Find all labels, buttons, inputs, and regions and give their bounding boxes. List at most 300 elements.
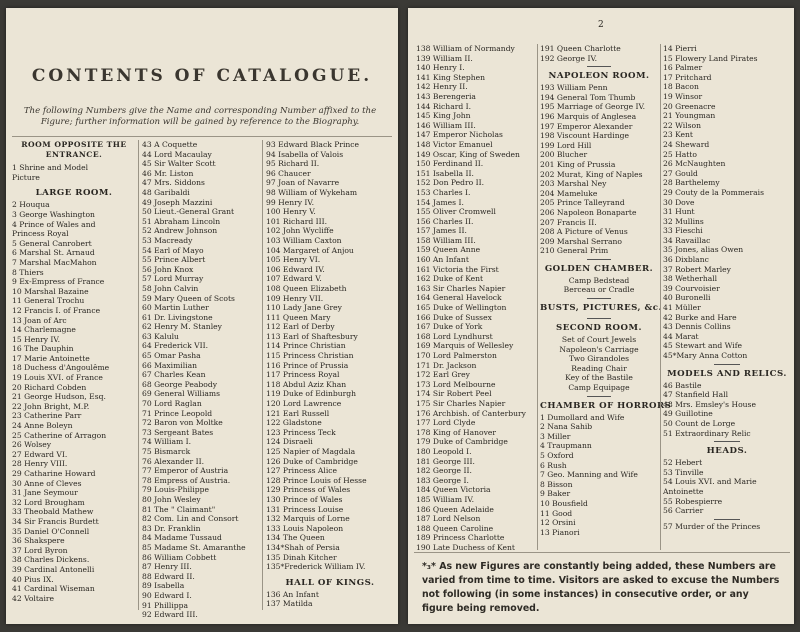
catalogue-entry: 147 Emperor Nicholas bbox=[416, 130, 503, 140]
catalogue-entry: 182 George II. bbox=[416, 466, 472, 476]
catalogue-entry: 18 Bacon bbox=[663, 82, 699, 92]
catalogue-entry: 177 Lord Clyde bbox=[416, 418, 476, 428]
catalogue-entry: 38 Wetherhall bbox=[663, 274, 718, 284]
catalogue-entry: 75 Bismarck bbox=[142, 447, 191, 456]
catalogue-entry: 161 Victoria the First bbox=[416, 264, 499, 274]
catalogue-entry: 6 Marshal St. Arnaud bbox=[12, 248, 95, 258]
catalogue-entry: 14 Charlemagne bbox=[12, 325, 76, 335]
catalogue-entry: 114 Prince Christian bbox=[266, 341, 346, 351]
catalogue-entry: 31 Hunt bbox=[663, 207, 695, 217]
catalogue-entry: 135 Dinah Kitcher bbox=[266, 552, 337, 562]
catalogue-entry: 13 Joan of Arc bbox=[12, 315, 67, 325]
catalogue-entry: 56 Carrier bbox=[663, 506, 704, 516]
catalogue-entry: 112 Earl of Derby bbox=[266, 322, 335, 332]
catalogue-entry: 43 Dennis Collins bbox=[663, 322, 731, 332]
catalogue-entry: 41 Müller bbox=[663, 303, 701, 313]
section-rule bbox=[540, 393, 658, 399]
catalogue-entry: 73 Sergeant Bates bbox=[142, 427, 214, 437]
catalogue-entry: 166 Duke of Sussex bbox=[416, 312, 492, 322]
catalogue-entry: 168 Lord Lyndhurst bbox=[416, 331, 493, 341]
catalogue-entry: 19 Louis XVI. of France bbox=[12, 373, 103, 383]
catalogue-entry: 209 Marshal Serrano bbox=[540, 236, 622, 246]
catalogue-entry: 25 Hatto bbox=[663, 149, 697, 159]
catalogue-entry: 201 King of Prussia bbox=[540, 159, 616, 169]
catalogue-entry: 4 Prince of Wales and bbox=[12, 219, 96, 229]
catalogue-entry: 26 Wolsey bbox=[12, 440, 52, 450]
catalogue-entry: 47 Stanfield Hall bbox=[663, 390, 729, 400]
catalogue-entry: 198 Viscount Hardinge bbox=[540, 131, 629, 141]
catalogue-entry: 138 William of Normandy bbox=[416, 44, 515, 53]
catalogue-entry: 21 George Hudson, Esq. bbox=[12, 392, 106, 402]
catalogue-entry: 119 Duke of Edinburgh bbox=[266, 389, 357, 399]
catalogue-entry: 102 John Wycliffe bbox=[266, 226, 334, 236]
page-title: CONTENTS OF CATALOGUE. bbox=[31, 66, 373, 86]
catalogue-entry: 11 Good bbox=[540, 508, 573, 518]
catalogue-entry: 59 Mary Queen of Scots bbox=[142, 293, 235, 303]
catalogue-entry: 95 Richard II. bbox=[266, 159, 320, 169]
catalogue-entry: 193 William Penn bbox=[540, 83, 608, 93]
section-heading: CHAMBER OF HORRORS bbox=[540, 400, 672, 411]
catalogue-entry: 14 Pierri bbox=[663, 44, 697, 53]
catalogue-entry: 63 Kalulu bbox=[142, 331, 179, 341]
catalogue-entry: 56 John Knox bbox=[142, 264, 194, 274]
catalogue-entry: 76 Alexander II. bbox=[142, 456, 204, 466]
catalogue-entry: 82 Com. Lin and Consort bbox=[142, 514, 239, 524]
catalogue-entry: 117 Princess Royal bbox=[266, 370, 340, 380]
catalogue-entry: 191 Queen Charlotte bbox=[540, 44, 621, 53]
catalogue-entry: 139 William II. bbox=[416, 53, 473, 63]
catalogue-entry: 7 Marshal MacMahon bbox=[12, 257, 97, 267]
right-page bbox=[408, 8, 794, 624]
catalogue-entry: 22 John Bright, M.P. bbox=[12, 401, 90, 411]
catalogue-entry: Reading Chair bbox=[571, 363, 627, 373]
catalogue-entry: 48 Mrs. Emsley's House bbox=[663, 399, 756, 409]
section-rule bbox=[540, 315, 658, 321]
catalogue-entry: 204 Mameluke bbox=[540, 188, 598, 198]
catalogue-entry: Berceau or Cradle bbox=[563, 285, 635, 295]
catalogue-entry: 35 Daniel O'Connell bbox=[12, 526, 90, 536]
catalogue-entry: 20 Richard Cobden bbox=[12, 382, 87, 392]
catalogue-entry: 121 Earl Russell bbox=[266, 408, 330, 418]
catalogue-entry: 101 Richard III. bbox=[266, 216, 328, 226]
catalogue-entry: 51 Abraham Lincoln bbox=[142, 216, 221, 226]
catalogue-entry: 146 William III. bbox=[416, 120, 476, 130]
catalogue-entry: 184 Queen Victoria bbox=[416, 485, 491, 495]
catalogue-entry: 35 Jones, alias Owen bbox=[663, 245, 744, 255]
catalogue-entry: 53 Tinville bbox=[663, 467, 704, 477]
catalogue-entry: 19 Winsor bbox=[663, 91, 703, 101]
right-column-1 bbox=[416, 44, 536, 552]
catalogue-entry: 6 Rush bbox=[540, 460, 567, 470]
catalogue-entry: 86 William Cobbett bbox=[142, 552, 217, 562]
catalogue-entry: 108 Queen Elizabeth bbox=[266, 283, 347, 293]
catalogue-entry: 15 Flowery Land Pirates bbox=[663, 53, 758, 63]
catalogue-entry: 124 Disraeli bbox=[266, 437, 313, 447]
section-rule bbox=[663, 361, 791, 367]
catalogue-entry: 44 Marat bbox=[663, 331, 699, 341]
catalogue-entry: 46 Mr. Liston bbox=[142, 168, 194, 178]
catalogue-entry: 2 Nana Sahib bbox=[540, 422, 593, 432]
catalogue-entry: 66 Maximilian bbox=[142, 360, 197, 370]
catalogue-entry: 94 Isabella of Valois bbox=[266, 149, 344, 159]
catalogue-entry: 151 Isabella II. bbox=[416, 168, 474, 178]
catalogue-entry: 195 Marriage of George IV. bbox=[540, 102, 646, 112]
catalogue-entry: 208 A Picture of Venus bbox=[540, 227, 628, 237]
catalogue-entry: 120 Lord Lawrence bbox=[266, 399, 342, 409]
catalogue-entry: 93 Edward Black Prince bbox=[266, 140, 360, 149]
catalogue-entry: Napoleon's Carriage bbox=[559, 344, 639, 354]
catalogue-entry: 77 Emperor of Austria bbox=[142, 466, 229, 476]
catalogue-entry: 26 McNaughten bbox=[663, 159, 726, 169]
section-heading: BUSTS, PICTURES, &c. bbox=[540, 303, 663, 314]
catalogue-entry: 34 Sir Francis Burdett bbox=[12, 516, 99, 526]
catalogue-entry: 134 The Queen bbox=[266, 533, 325, 543]
catalogue-entry: 72 Baron von Moltke bbox=[142, 418, 223, 428]
catalogue-entry: 44 Lord Macaulay bbox=[142, 149, 212, 159]
catalogue-entry: 135*Frederick William IV. bbox=[266, 562, 366, 572]
catalogue-entry: 8 Bisson bbox=[540, 479, 573, 489]
catalogue-entry: 34 Ravaillac bbox=[663, 235, 711, 245]
catalogue-entry: 28 Henry VIII. bbox=[12, 459, 68, 469]
catalogue-entry: 129 Princess of Wales bbox=[266, 485, 351, 495]
column-divider bbox=[262, 140, 263, 610]
catalogue-entry: 160 An Infant bbox=[416, 255, 469, 265]
catalogue-entry: 157 James II. bbox=[416, 226, 467, 236]
catalogue-entry: 47 Mrs. Siddons bbox=[142, 178, 205, 188]
catalogue-entry: Set of Court Jewels bbox=[561, 335, 637, 345]
catalogue-entry: 43 A Coquette bbox=[142, 140, 198, 149]
catalogue-entry: 45*Mary Anna Cotton bbox=[663, 351, 748, 360]
section-heading: MODELS AND RELICS. bbox=[667, 368, 787, 379]
catalogue-entry: 87 Henry III. bbox=[142, 562, 192, 572]
catalogue-entry: 9 Ex-Empress of France bbox=[12, 277, 105, 287]
catalogue-entry: 79 Louis-Philippe bbox=[142, 485, 209, 495]
catalogue-entry: 105 Henry VI. bbox=[266, 255, 321, 265]
catalogue-intro: The following Numbers give the Name and corresponding Number affixed to the Figure; further information will be gained by reference to the Biography. bbox=[23, 106, 377, 127]
catalogue-entry: 1 Dumollard and Wife bbox=[540, 412, 625, 422]
catalogue-entry: 203 Marshal Ney bbox=[540, 179, 607, 189]
catalogue-entry: 32 Lord Brougham bbox=[12, 497, 85, 507]
catalogue-entry: 36 Dixblanc bbox=[663, 255, 709, 265]
catalogue-entry: 187 Lord Nelson bbox=[416, 514, 481, 524]
catalogue-entry: 31 Jane Seymour bbox=[12, 488, 78, 498]
catalogue-entry: 1 Shrine and Model bbox=[12, 163, 89, 173]
catalogue-entry: 55 Prince Albert bbox=[142, 255, 206, 265]
intro-rule bbox=[12, 136, 392, 137]
catalogue-entry: 197 Emperor Alexander bbox=[540, 121, 633, 131]
catalogue-entry: 41 Cardinal Wiseman bbox=[12, 584, 95, 594]
catalogue-entry: 37 Robert Marley bbox=[663, 264, 731, 274]
catalogue-entry: 10 Marshal Bazaine bbox=[12, 286, 89, 296]
catalogue-entry: 81 The " Claimant" bbox=[142, 504, 216, 514]
section-heading: SECOND ROOM. bbox=[556, 323, 642, 334]
section-rule bbox=[540, 63, 658, 69]
catalogue-entry: 153 Charles I. bbox=[416, 187, 471, 197]
catalogue-entry: 169 Marquis of Wellesley bbox=[416, 341, 514, 351]
catalogue-entry: 180 Leopold I. bbox=[416, 446, 472, 456]
catalogue-entry: 188 Queen Caroline bbox=[416, 523, 494, 533]
catalogue-entry: 83 Dr. Franklin bbox=[142, 523, 201, 533]
catalogue-entry: 130 Prince of Wales bbox=[266, 494, 343, 504]
catalogue-entry: 42 Voltaire bbox=[12, 593, 54, 603]
catalogue-entry: 50 Lieut.-General Grant bbox=[142, 207, 235, 217]
catalogue-entry: 33 Theobald Mathew bbox=[12, 507, 94, 517]
catalogue-entry: 12 Francis I. of France bbox=[12, 305, 101, 315]
catalogue-entry: 176 Archbish. of Canterbury bbox=[416, 408, 526, 418]
catalogue-entry: 52 Hebert bbox=[663, 458, 703, 468]
catalogue-entry: 30 Dove bbox=[663, 197, 695, 207]
catalogue-entry: 200 Blucher bbox=[540, 150, 588, 160]
catalogue-entry: 27 Gould bbox=[663, 168, 698, 178]
catalogue-entry: 32 Mullins bbox=[663, 216, 704, 226]
catalogue-entry: 80 John Wesley bbox=[142, 494, 201, 504]
catalogue-entry: 8 Thiers bbox=[12, 267, 44, 277]
catalogue-entry: 39 Cardinal Antonelli bbox=[12, 564, 95, 574]
section-rule bbox=[540, 295, 658, 301]
catalogue-entry: 143 Berengeria bbox=[416, 91, 476, 101]
catalogue-entry: 159 Queen Anne bbox=[416, 245, 481, 255]
section-heading: ROOM OPPOSITE THE bbox=[21, 140, 127, 149]
catalogue-entry: 28 Barthelemy bbox=[663, 178, 720, 188]
catalogue-entry: 13 Pianori bbox=[540, 527, 580, 537]
catalogue-entry: 113 Earl of Shaftesbury bbox=[266, 331, 358, 341]
catalogue-entry: 186 Queen Adelaide bbox=[416, 504, 494, 514]
catalogue-entry: 2 Houqua bbox=[12, 200, 50, 210]
catalogue-entry: 62 Henry M. Stanley bbox=[142, 322, 222, 332]
catalogue-entry: Antoinette bbox=[663, 486, 704, 496]
catalogue-entry: 148 Victor Emanuel bbox=[416, 139, 493, 149]
catalogue-entry: 131 Princess Louise bbox=[266, 504, 344, 514]
catalogue-entry: 5 Oxford bbox=[540, 451, 574, 460]
catalogue-entry: 54 Earl of Mayo bbox=[142, 245, 204, 255]
catalogue-note bbox=[422, 560, 782, 616]
left-column-2 bbox=[142, 140, 260, 620]
catalogue-entry: 17 Marie Antoinette bbox=[12, 353, 90, 363]
catalogue-entry: 109 Henry VII. bbox=[266, 293, 324, 303]
catalogue-entry: 152 Don Pedro II. bbox=[416, 178, 485, 188]
catalogue-entry: Key of the Bastile bbox=[565, 373, 633, 383]
catalogue-entry: 12 Orsini bbox=[540, 518, 576, 528]
catalogue-entry: 190 Late Duchess of Kent bbox=[416, 542, 515, 552]
catalogue-entry: 18 Duchess d'Angoulême bbox=[12, 363, 110, 373]
catalogue-entry: 106 Edward IV. bbox=[266, 264, 325, 274]
catalogue-entry: 49 Guillotine bbox=[663, 409, 713, 419]
catalogue-entry: 58 John Calvin bbox=[142, 283, 199, 293]
catalogue-entry: 84 Madame Tussaud bbox=[142, 533, 222, 543]
catalogue-entry: 178 King of Hanover bbox=[416, 427, 496, 437]
left-column-3 bbox=[266, 140, 394, 609]
catalogue-entry: 99 Henry IV. bbox=[266, 197, 314, 207]
catalogue-entry: 24 Anne Boleyn bbox=[12, 421, 73, 431]
catalogue-entry: 142 Henry II. bbox=[416, 82, 468, 92]
left-column-1 bbox=[12, 140, 136, 603]
catalogue-entry: 194 General Tom Thumb bbox=[540, 92, 636, 102]
catalogue-entry: 132 Marquis of Lorne bbox=[266, 514, 350, 524]
catalogue-entry: 181 George III. bbox=[416, 456, 475, 466]
catalogue-entry: 134*Shah of Persia bbox=[266, 542, 340, 552]
catalogue-entry: 167 Duke of York bbox=[416, 322, 483, 332]
catalogue-entry: Princess Royal bbox=[12, 229, 69, 239]
catalogue-entry: 125 Napier of Magdala bbox=[266, 447, 356, 456]
catalogue-entry: 179 Duke of Cambridge bbox=[416, 437, 508, 447]
catalogue-entry: 89 Isabella bbox=[142, 581, 185, 591]
catalogue-entry: 175 Sir Charles Napier bbox=[416, 398, 506, 408]
catalogue-entry: 96 Chaucer bbox=[266, 168, 311, 178]
catalogue-entry: 92 Edward III. bbox=[142, 610, 198, 620]
catalogue-entry: 37 Lord Byron bbox=[12, 545, 68, 555]
catalogue-entry: 45 Stewart and Wife bbox=[663, 341, 743, 351]
left-page bbox=[6, 8, 398, 624]
section-heading: NAPOLEON ROOM. bbox=[548, 71, 650, 82]
catalogue-entry: 30 Anne of Cleves bbox=[12, 478, 82, 488]
catalogue-entry: 158 William III. bbox=[416, 235, 476, 245]
section-rule bbox=[663, 516, 791, 522]
catalogue-entry: 196 Marquis of Anglesea bbox=[540, 111, 637, 121]
catalogue-entry: 55 Robespierre bbox=[663, 496, 723, 506]
catalogue-entry: 183 George I. bbox=[416, 475, 469, 485]
catalogue-entry: 33 Fieschi bbox=[663, 226, 703, 236]
catalogue-entry: 172 Earl Grey bbox=[416, 370, 470, 380]
section-rule bbox=[663, 438, 791, 444]
catalogue-entry: Camp Equipage bbox=[568, 383, 630, 393]
catalogue-entry: 22 Wilson bbox=[663, 120, 701, 130]
catalogue-entry: 150 Ferdinand II. bbox=[416, 159, 484, 169]
catalogue-entry: 116 Prince of Prussia bbox=[266, 360, 349, 370]
catalogue-entry: 127 Princess Alice bbox=[266, 466, 338, 476]
catalogue-entry: 98 William of Wykeham bbox=[266, 187, 358, 197]
catalogue-entry: 29 Couty de la Pommerais bbox=[663, 187, 764, 197]
section-heading: ENTRANCE. bbox=[45, 149, 103, 159]
catalogue-entry: 27 Edward VI. bbox=[12, 449, 68, 459]
catalogue-entry: 156 Charles II. bbox=[416, 216, 474, 226]
catalogue-entry: 25 Catherine of Arragon bbox=[12, 430, 107, 440]
page-number: 2 bbox=[598, 20, 604, 30]
catalogue-entry: 20 Greenacre bbox=[663, 101, 716, 111]
right-column-2 bbox=[540, 44, 672, 537]
catalogue-entry: 206 Napoleon Bonaparte bbox=[540, 207, 637, 217]
column-divider bbox=[138, 140, 139, 610]
catalogue-entry: 57 Lord Murray bbox=[142, 274, 204, 284]
catalogue-entry: 24 Sheward bbox=[663, 139, 710, 149]
catalogue-entry: 137 Matilda bbox=[266, 599, 313, 609]
catalogue-entry: 10 Bousfield bbox=[540, 498, 588, 508]
catalogue-entry: 21 Youngman bbox=[663, 111, 716, 121]
catalogue-entry: 17 Pritchard bbox=[663, 72, 712, 82]
catalogue-entry: 67 Charles Kean bbox=[142, 370, 206, 380]
catalogue-entry: 65 Omar Pasha bbox=[142, 351, 201, 361]
catalogue-entry: 136 An Infant bbox=[266, 589, 319, 599]
catalogue-entry: 29 Catharine Howard bbox=[12, 469, 96, 478]
catalogue-entry: 5 General Canrobert bbox=[12, 238, 92, 248]
section-heading: HEADS. bbox=[706, 446, 748, 457]
catalogue-entry: 141 King Stephen bbox=[416, 72, 486, 82]
catalogue-entry: 40 Pius IX. bbox=[12, 574, 54, 584]
catalogue-entry: 49 Joseph Mazzini bbox=[142, 197, 213, 207]
catalogue-entry: 103 William Caxton bbox=[266, 235, 342, 245]
catalogue-entry: 23 Catherine Parr bbox=[12, 411, 82, 421]
catalogue-entry: 54 Louis XVI. and Marie bbox=[663, 477, 757, 487]
catalogue-entry: 69 General Williams bbox=[142, 389, 221, 399]
catalogue-entry: 88 Edward II. bbox=[142, 571, 195, 581]
catalogue-entry: 40 Buronelli bbox=[663, 293, 711, 303]
catalogue-entry: 3 Miller bbox=[540, 431, 571, 441]
catalogue-entry: 133 Louis Napoleon bbox=[266, 523, 344, 533]
catalogue-entry: 207 Francis II. bbox=[540, 217, 597, 227]
catalogue-entry: 68 George Peabody bbox=[142, 379, 217, 389]
catalogue-entry: 7 Geo. Manning and Wife bbox=[540, 470, 638, 480]
catalogue-entry: 107 Edward V. bbox=[266, 274, 322, 284]
note-asterism: *₃* bbox=[422, 561, 436, 572]
catalogue-entry: 71 Prince Leopold bbox=[142, 408, 213, 418]
catalogue-entry: 189 Princess Charlotte bbox=[416, 533, 505, 543]
catalogue-entry: 90 Edward I. bbox=[142, 590, 192, 600]
catalogue-entry: 210 General Prim bbox=[540, 246, 609, 256]
catalogue-entry: 70 Lord Raglan bbox=[142, 399, 202, 409]
catalogue-entry: 42 Burke and Hare bbox=[663, 312, 737, 322]
catalogue-entry: 57 Murder of the Princes bbox=[663, 521, 761, 531]
catalogue-entry: 51 Extraordinary Relic bbox=[663, 428, 751, 438]
catalogue-entry: 128 Prince Louis of Hesse bbox=[266, 475, 367, 485]
catalogue-entry: 205 Prince Talleyrand bbox=[540, 198, 625, 208]
catalogue-entry: 192 George IV. bbox=[540, 53, 598, 63]
catalogue-entry: 118 Abdul Aziz Khan bbox=[266, 379, 347, 389]
catalogue-entry: 52 Andrew Johnson bbox=[142, 226, 218, 236]
catalogue-entry: 163 Sir Charles Napier bbox=[416, 283, 506, 293]
catalogue-entry: 74 William I. bbox=[142, 437, 192, 447]
catalogue-entry: 115 Princess Christian bbox=[266, 351, 354, 361]
catalogue-entry: 110 Lady Jane Grey bbox=[266, 303, 342, 313]
section-heading: GOLDEN CHAMBER. bbox=[544, 263, 654, 274]
catalogue-entry: Camp Bedstead bbox=[568, 275, 630, 285]
catalogue-entry: 171 Dr. Jackson bbox=[416, 360, 477, 370]
catalogue-entry: 48 Garibaldi bbox=[142, 187, 190, 197]
catalogue-entry: 165 Duke of Wellington bbox=[416, 303, 507, 313]
catalogue-entry: 122 Gladstone bbox=[266, 418, 322, 428]
section-heading: LARGE ROOM. bbox=[35, 188, 113, 199]
catalogue-entry: 78 Empress of Austria. bbox=[142, 475, 231, 485]
catalogue-entry: 162 Duke of Kent bbox=[416, 274, 484, 284]
catalogue-entry: 164 General Havelock bbox=[416, 293, 502, 303]
column-divider bbox=[660, 44, 661, 550]
catalogue-entry: 199 Lord Hill bbox=[540, 140, 592, 150]
catalogue-entry: 104 Margaret of Anjou bbox=[266, 245, 354, 255]
right-column-3 bbox=[663, 44, 791, 531]
catalogue-entry: 50 Count de Lorge bbox=[663, 418, 736, 428]
catalogue-entry: 97 Joan of Navarre bbox=[266, 178, 340, 188]
catalogue-entry: 202 Murat, King of Naples bbox=[540, 169, 643, 179]
catalogue-entry: Two Girandoles bbox=[568, 354, 630, 364]
catalogue-entry: 15 Henry IV. bbox=[12, 334, 60, 344]
catalogue-entry: 126 Duke of Cambridge bbox=[266, 456, 358, 466]
catalogue-entry: 61 Dr. Livingstone bbox=[142, 312, 213, 322]
catalogue-entry: 39 Courvoisier bbox=[663, 283, 720, 293]
catalogue-entry: 3 George Washington bbox=[12, 209, 95, 219]
catalogue-entry: 9 Baker bbox=[540, 489, 571, 499]
catalogue-entry: 38 Charles Dickens. bbox=[12, 555, 90, 565]
catalogue-entry: 155 Oliver Cromwell bbox=[416, 207, 496, 217]
catalogue-entry: 111 Queen Mary bbox=[266, 312, 331, 322]
catalogue-entry: 149 Oscar, King of Sweden bbox=[416, 149, 520, 159]
catalogue-entry: Picture bbox=[12, 172, 40, 182]
catalogue-entry: 23 Kent bbox=[663, 130, 693, 140]
note-rule bbox=[414, 552, 790, 553]
catalogue-entry: 185 William IV. bbox=[416, 494, 475, 504]
catalogue-entry: 170 Lord Palmerston bbox=[416, 351, 497, 360]
column-divider bbox=[537, 44, 538, 550]
catalogue-entry: 173 Lord Melbourne bbox=[416, 379, 496, 389]
catalogue-entry: 140 Henry I. bbox=[416, 63, 465, 73]
catalogue-entry: 53 Macready bbox=[142, 235, 193, 245]
